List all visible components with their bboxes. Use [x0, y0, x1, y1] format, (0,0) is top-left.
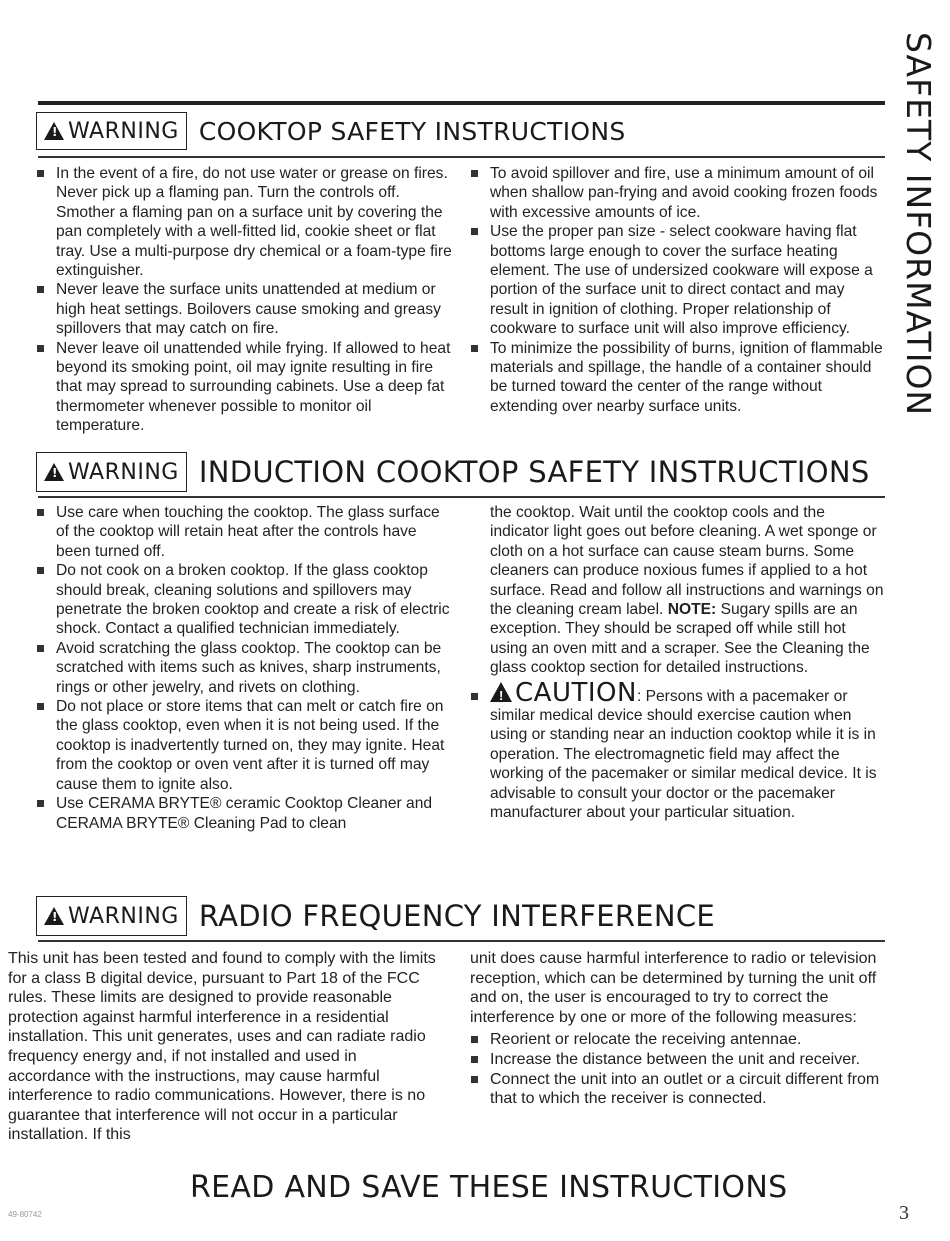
warning-label: WARNING [68, 459, 179, 485]
warning-label: WARNING [68, 903, 179, 929]
warning-label: WARNING [68, 118, 179, 144]
footer-title: READ AND SAVE THESE INSTRUCTIONS [190, 1170, 788, 1205]
list-item: Never leave the surface units unattended at medium or high heat settings. Boilovers cause smoking and greasy spillovers that may catch on fire. [36, 280, 454, 338]
warning-badge [36, 452, 187, 492]
list-item: Use care when touching the cooktop. The glass surface of the cooktop will retain heat after the controls have been turned off. [36, 503, 454, 561]
cooktop-section-header [36, 112, 886, 150]
list-item: Use CERAMA BRYTE® ceramic Cooktop Cleaner and CERAMA BRYTE® Cleaning Pad to clean [36, 794, 454, 833]
list-item: To minimize the possibility of burns, ignition of flammable materials and spillage, the handle of a container should be turned toward the center of the range without extending over nearby surface units. [470, 339, 885, 417]
continued-paragraph [470, 503, 885, 678]
list-item: Reorient or relocate the receiving antennae. [470, 1030, 885, 1050]
section-title: RADIO FREQUENCY INTERFERENCE [198, 899, 716, 933]
warning-triangle-icon [44, 463, 64, 481]
warning-triangle-icon [44, 907, 64, 925]
top-rule [38, 101, 885, 105]
induction-section-header [36, 452, 886, 492]
caution-text: : Persons with a pacemaker or similar medical device should exercise caution when using or standing near an induction cooktop while it is in operation. The electromagnetic field may affect the working of the pacemaker or similar medical device. It is advisable to consult your doctor or the pacemaker manufacturer about your particular situation. [490, 687, 877, 822]
radio-section-header [36, 896, 886, 936]
list-item: Avoid scratching the glass cooktop. The cooktop can be scratched with items such as knives, sharp instruments, rings or other jewelry, and rivets on clothing. [36, 639, 454, 697]
note-label: NOTE: [667, 601, 717, 619]
list-item: Use the proper pan size - select cookware having flat bottoms large enough to cover the surface heating element. The use of undersized cookware will expose a portion of the surface unit to direct contact and may result in ignition of clothing. Proper relationship of cookware to surface unit will also improve efficiency. [470, 222, 885, 338]
side-section-tab: SAFETY INFORMATION [899, 32, 938, 417]
page-number: 3 [899, 1202, 909, 1224]
induction-left-column [36, 503, 454, 833]
caution-triangle-icon [490, 682, 512, 702]
radio-left-column [8, 949, 440, 1145]
section-divider [38, 496, 885, 498]
caution-label: CAUTION [515, 677, 637, 708]
list-item: Connect the unit into an outlet or a circuit different from that to which the receiver is connected. [470, 1070, 885, 1109]
radio-paragraph: This unit has been tested and found to comply with the limits for a class B digital device, pursuant to Part 18 of the FCC rules. These limits are designed to provide reasonable protection against harmful interference in a residential installation. This unit generates, uses and can radiate radio frequency energy and, if not installed and used in accordance with the instructions, may cause harmful interference to radio communications. However, there is no guarantee that interference will not occur in a particular installation. If this [8, 950, 436, 1144]
list-item: In the event of a fire, do not use water or grease on fires. Never pick up a flaming pan. Turn the controls off. Smother a flaming pan on a surface unit by covering the pan completely with a well-fitted lid, cookie sheet or flat tray. Use a multi-purpose dry chemical or a foam-type fire extinguisher. [36, 164, 454, 280]
caution-item [470, 677, 885, 823]
list-item: Do not cook on a broken cooktop. If the glass cooktop should break, cleaning solutions and spillovers may penetrate the broken cooktop and create a risk of electric shock. Contact a qualified technician immediately. [36, 561, 454, 639]
list-item: Do not place or store items that can melt or catch fire on the glass cooktop, even when it is not being used. If the cooktop is inadvertently turned on, they may ignite. Heat from the cooktop or oven vent after it is turned off may cause them to ignite also. [36, 697, 454, 794]
radio-paragraph-cont: unit does cause harmful interference to radio or television reception, which can be determined by turning the unit off and on, the user is encouraged to try to correct the interference by one or more of the following measures: [470, 950, 877, 1026]
warning-badge [36, 896, 187, 936]
document-code: 49-80742 [8, 1210, 42, 1219]
section-divider [38, 156, 885, 158]
section-title: COOKTOP SAFETY INSTRUCTIONS [198, 116, 626, 146]
cooktop-right-column [470, 164, 885, 416]
induction-right-column [470, 503, 885, 823]
list-item: Never leave oil unattended while frying. If allowed to heat beyond its smoking point, oil may ignite resulting in fire that may spread to surrounding cabinets. Use a deep fat thermometer whenever possible to monitor oil temperature. [36, 339, 454, 436]
cleaning-text: the cooktop. Wait until the cooktop cools and the indicator light goes out before cleaning. A wet sponge or cloth on a hot surface can cause steam burns. Some cleaners can produce noxious fumes if applied to a hot surface. Read and follow all instructions and warnings on the cleaning cream label. [490, 504, 884, 619]
warning-triangle-icon [44, 122, 64, 140]
warning-badge [36, 112, 187, 150]
list-item: Increase the distance between the unit and receiver. [470, 1050, 885, 1070]
note-text: Sugary spills are an exception. They should be scraped off while still hot using an oven mitt and a scraper. See the Cleaning the glass cooktop section for detailed instructions. [490, 601, 870, 677]
section-divider [38, 940, 885, 942]
cooktop-left-column [36, 164, 454, 436]
section-title: INDUCTION COOKTOP SAFETY INSTRUCTIONS [198, 455, 870, 489]
radio-right-column [470, 949, 885, 1109]
list-item: To avoid spillover and fire, use a minimum amount of oil when shallow pan-frying and avoid cooking frozen foods with excessive amounts of ice. [470, 164, 885, 222]
